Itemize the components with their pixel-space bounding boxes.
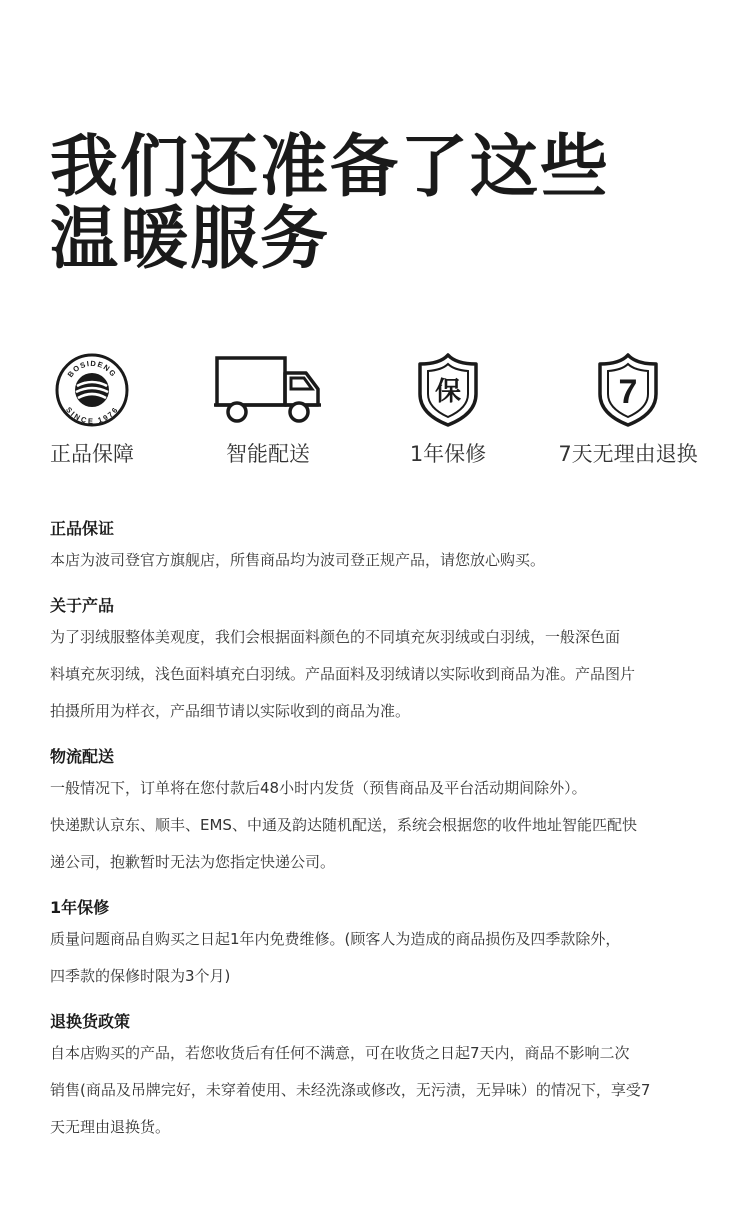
feature-return xyxy=(538,352,718,468)
section-body xyxy=(50,542,710,579)
section-line: 四季款的保修时限为3个月) xyxy=(50,967,231,985)
delivery-truck-icon xyxy=(214,355,322,425)
section-body xyxy=(50,770,710,881)
feature-label-return: 7天无理由退换 xyxy=(558,442,698,466)
section-body xyxy=(50,921,710,995)
feature-genuine xyxy=(2,352,182,468)
feature-label-delivery: 智能配送 xyxy=(226,442,310,466)
section-line: 料填充灰羽绒，浅色面料填充白羽绒。产品面料及羽绒请以实际收到商品为准。产品图片 xyxy=(50,665,636,683)
section-title: 关于产品 xyxy=(50,596,115,615)
section-title: 退换货政策 xyxy=(50,1012,131,1031)
section-line: 质量问题商品自购买之日起1年内免费维修。(顾客人为造成的商品损伤及四季款除外， xyxy=(50,930,621,948)
section-line: 快递默认京东、顺丰、EMS、中通及韵达随机配送，系统会根据您的收件地址智能匹配快 xyxy=(50,816,637,834)
service-features xyxy=(0,352,750,472)
section-line: 为了羽绒服整体美观度，我们会根据面料颜色的不同填充灰羽绒或白羽绒，一般深色面 xyxy=(50,628,621,646)
section-product xyxy=(50,593,710,730)
feature-delivery xyxy=(178,352,358,468)
section-title: 1年保修 xyxy=(50,898,110,917)
service-sections xyxy=(50,516,710,1160)
section-line: 销售(商品及吊牌完好，未穿着使用、未经洗涤或修改，无污渍，无异味）的情况下，享受7 xyxy=(50,1081,651,1099)
section-title: 物流配送 xyxy=(50,747,115,766)
feature-label-genuine: 正品保障 xyxy=(50,442,134,466)
seal-bottom-text: SINCE 1976 xyxy=(64,405,120,426)
seal-top-text: BOSIDENG xyxy=(65,358,119,380)
section-return-policy xyxy=(50,1009,710,1146)
section-line: 天无理由退换货。 xyxy=(50,1118,171,1136)
shield-bao-icon xyxy=(416,352,480,428)
section-logistics xyxy=(50,744,710,881)
headline xyxy=(50,128,611,279)
section-warranty xyxy=(50,895,710,995)
svg-text:SINCE 1976 xyxy=(64,405,120,425)
feature-warranty xyxy=(358,352,538,468)
shield-seven-glyph: 7 xyxy=(618,373,638,411)
section-line: 自本店购买的产品，若您收货后有任何不满意，可在收货之日起7天内，商品不影响二次 xyxy=(50,1044,630,1062)
section-body xyxy=(50,619,710,730)
headline-line-2: 温暖服务 xyxy=(50,200,331,279)
headline-line-1: 我们还准备了这些 xyxy=(50,128,611,207)
shield-bao-glyph: 保 xyxy=(434,377,462,407)
shield-seven-icon xyxy=(596,352,660,428)
section-line: 递公司，抱歉暂时无法为您指定快递公司。 xyxy=(50,853,336,871)
feature-label-warranty: 1年保修 xyxy=(409,442,487,466)
section-title: 正品保证 xyxy=(50,519,115,538)
section-genuine xyxy=(50,516,710,579)
bosideng-seal-icon xyxy=(54,352,130,428)
section-line: 拍摄所用为样衣，产品细节请以实际收到的商品为准。 xyxy=(50,702,411,720)
section-line: 本店为波司登官方旗舰店，所售商品均为波司登正规产品，请您放心购买。 xyxy=(50,551,546,569)
section-line: 一般情况下，订单将在您付款后48小时内发货（预售商品及平台活动期间除外）。 xyxy=(50,779,587,797)
section-body xyxy=(50,1035,710,1146)
